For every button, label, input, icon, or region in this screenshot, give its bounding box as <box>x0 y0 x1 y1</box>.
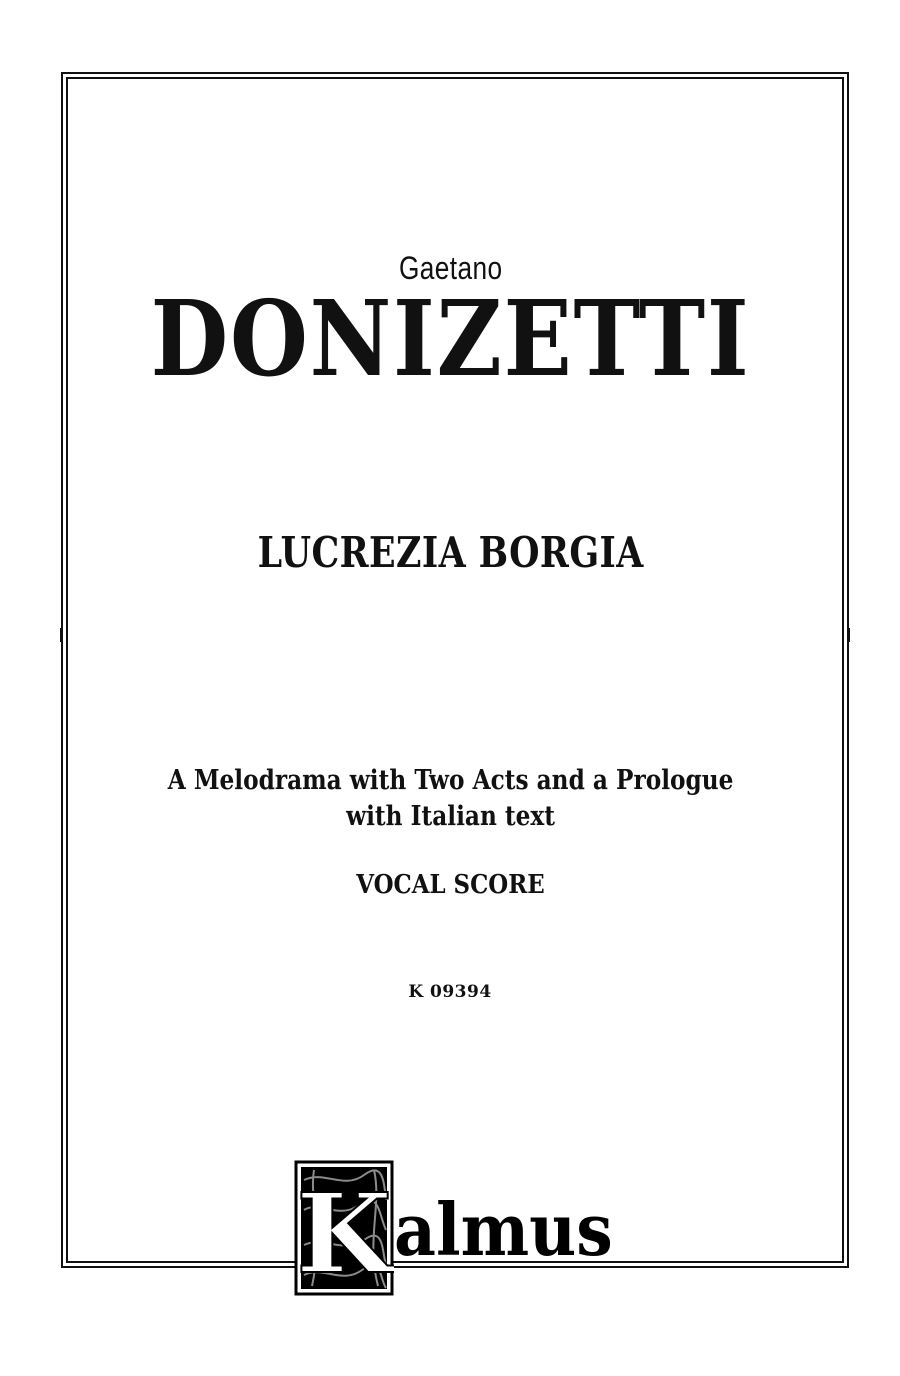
subtitle-line-1: A Melodrama with Two Acts and a Prologue <box>167 765 734 796</box>
logo-initial-emblem <box>294 1160 394 1296</box>
logo-initial-letter: K <box>296 1169 392 1296</box>
subtitle-line-2: with Italian text <box>346 801 555 832</box>
score-type: VOCAL SCORE <box>356 870 545 900</box>
composer-last-name: DONIZETTI <box>150 277 751 400</box>
opera-title: LUCREZIA BORGIA <box>257 528 644 577</box>
publisher-logo <box>294 1160 624 1296</box>
left-edge-mark <box>60 628 63 642</box>
subtitle <box>64 763 838 835</box>
right-edge-mark <box>847 628 850 642</box>
catalog-number: K 09394 <box>408 982 492 1002</box>
logo-wordmark: almus <box>394 1187 613 1272</box>
composer-first-name: Gaetano <box>398 250 503 286</box>
